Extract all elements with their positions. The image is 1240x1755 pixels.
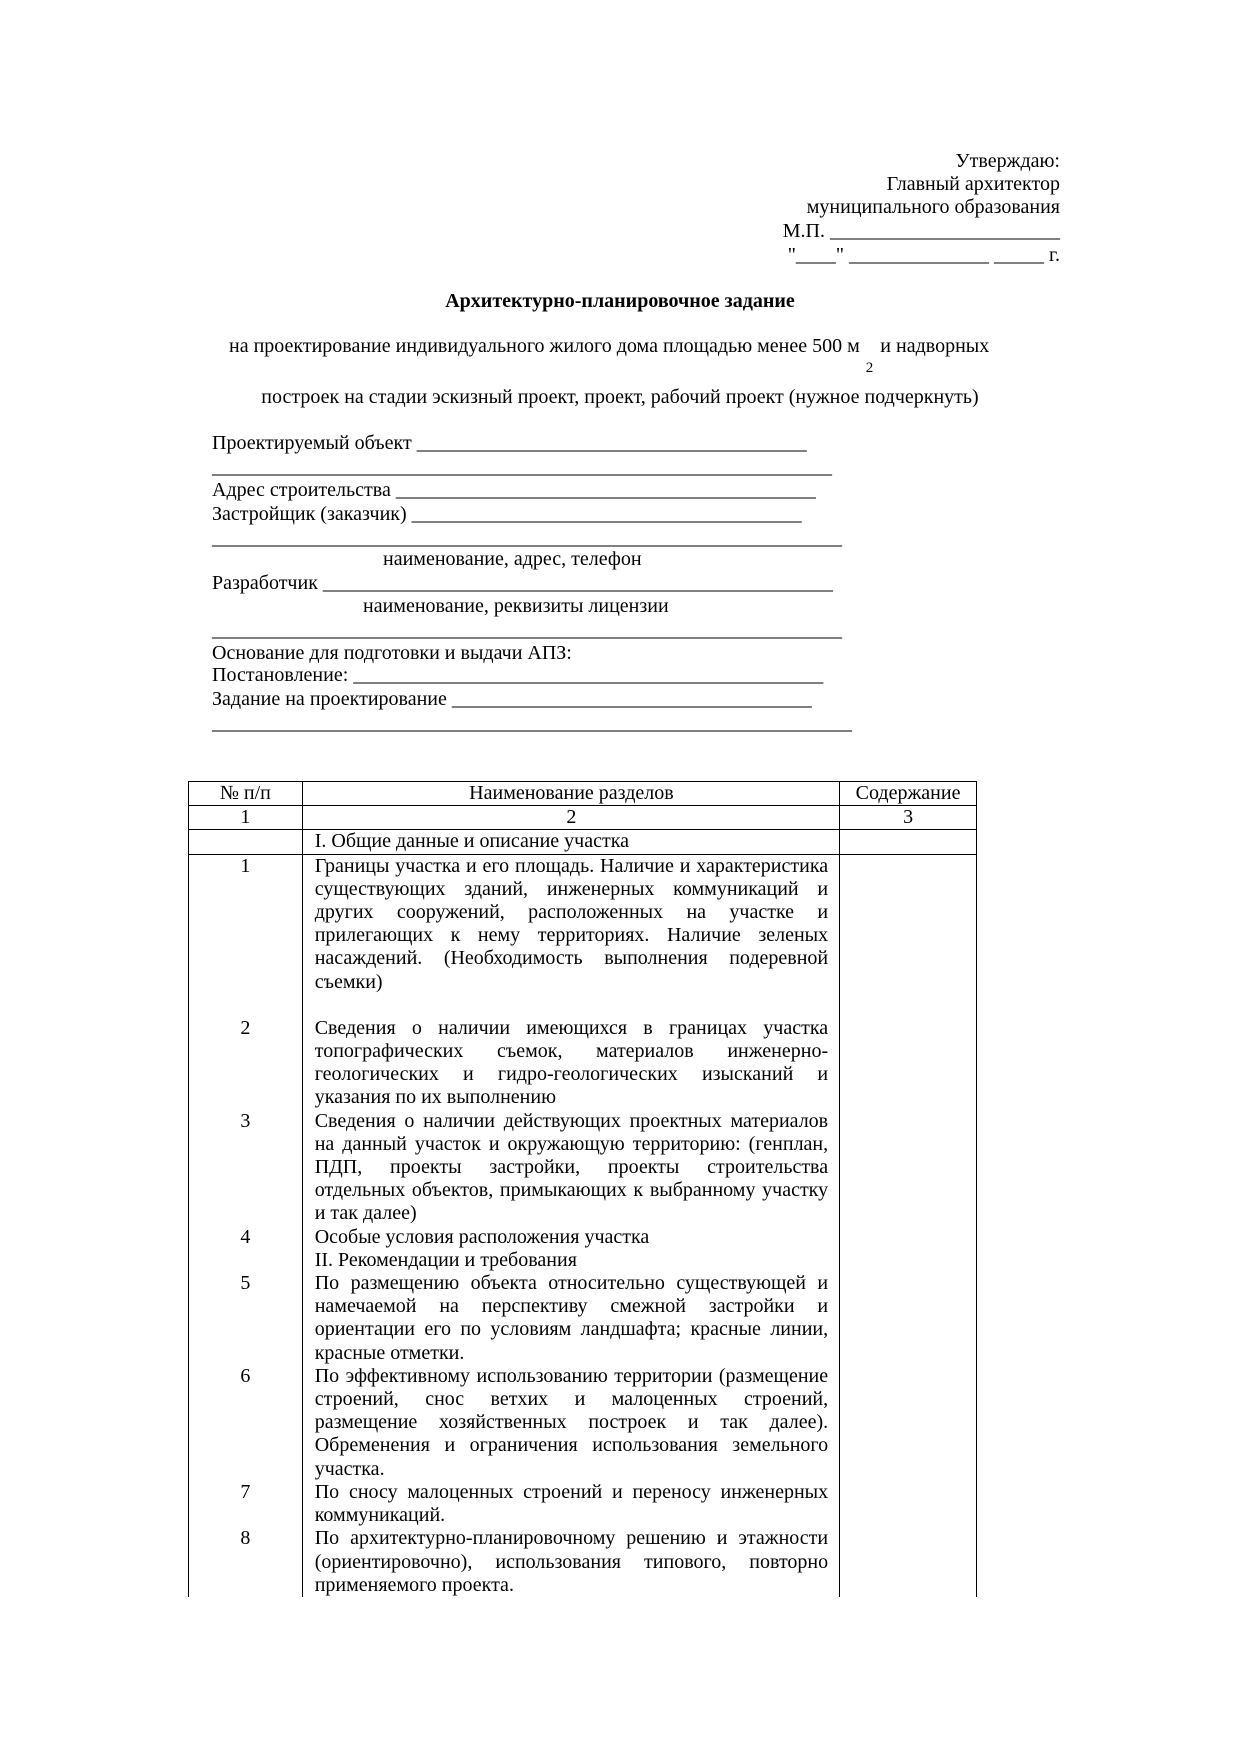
content-cell[interactable] (840, 1017, 977, 1110)
task-field-cont: ________________________________________________________________ (212, 712, 852, 734)
row-text: По размещению объекта относительно существующей и намечаемой на перспективу смежной застройки и ориентации его по условиям ландшафта; красные линии, красные отметки. (302, 1272, 839, 1365)
developer-field: Разработчик ___________________________________________________ (212, 572, 833, 594)
content-cell[interactable] (840, 1527, 977, 1597)
object-field: Проектируемый объект _______________________________________ (212, 432, 807, 454)
table-row (189, 1110, 977, 1226)
header-section-name: Наименование разделов (302, 782, 839, 806)
row-text: Границы участка и его площадь. Наличие и характеристика существующих зданий, инженерных коммуникаций и других сооружений, расположенных на участке и прилегающих к нему территориях. Наличие зеленых насаждений. (Необходимость выполнения подеревной съемки) (302, 854, 839, 1017)
section-row (189, 1249, 977, 1272)
row-number: 3 (189, 1110, 303, 1226)
content-cell (840, 1249, 977, 1272)
subtitle-text-end: и надворных (880, 335, 990, 357)
resolution-field: Постановление: _______________________________________________ (212, 664, 824, 686)
row-text: Сведения о наличии действующих проектных материалов на данный участок и окружающую территорию: (генплан, ПДП, проекты застройки, проекты строительства отдельных объектов, примыкающих к выбранному участку и так далее) (302, 1110, 839, 1226)
sections-table (188, 781, 977, 1597)
column-number-row (189, 806, 977, 830)
empty-cell (189, 830, 303, 854)
row-text: По архитектурно-планировочному решению и этажности (ориентировочно), использования типового, повторно применяемого проекта. (302, 1527, 839, 1597)
row-number: 4 (189, 1226, 303, 1249)
subtitle-line-2: построек на стадии эскизный проект, проект, рабочий проект (нужное подчеркнуть) (261, 386, 979, 408)
developer-field-cont: _______________________________________________________________ (212, 619, 842, 641)
col-number: 2 (302, 806, 839, 830)
table-row (189, 1527, 977, 1597)
date-line: "____" ______________ _____ г. (787, 244, 1060, 266)
subtitle-text: на проектирование индивидуального жилого дома площадью менее 500 м (229, 335, 860, 357)
task-field: Задание на проектирование ____________________________________ (212, 688, 812, 710)
subtitle-superscript: 2 (865, 360, 874, 376)
col-number: 1 (189, 806, 303, 830)
table-row (189, 1017, 977, 1110)
subtitle-line-1 (229, 335, 990, 376)
header-number: № п/п (189, 782, 303, 806)
basis-label: Основание для подготовки и выдачи АПЗ: (212, 642, 572, 664)
row-text: По эффективному использованию территории (размещение строений, снос ветхих и малоценных строений, размещение хозяйственных построек и так далее). Обременения и ограничения использования земельного участка. (302, 1365, 839, 1481)
row-number: 1 (189, 854, 303, 1017)
address-field: Адрес строительства __________________________________________ (212, 479, 816, 501)
table-row (189, 1272, 977, 1365)
row-text: По сносу малоценных строений и переносу инженерных коммуникаций. (302, 1481, 839, 1527)
empty-cell (189, 1249, 303, 1272)
approver-title: Главный архитектор (886, 173, 1060, 195)
customer-field-cont: _______________________________________________________________ (212, 527, 842, 549)
content-cell[interactable] (840, 854, 977, 1017)
approver-org: муниципального образования (806, 196, 1060, 218)
header-content: Содержание (840, 782, 977, 806)
section-title: II. Рекомендации и требования (302, 1249, 839, 1272)
table-header-row (189, 782, 977, 806)
table-row (189, 1481, 977, 1527)
table-row (189, 854, 977, 1017)
table-row (189, 1226, 977, 1249)
customer-hint: наименование, адрес, телефон (383, 548, 642, 570)
content-cell[interactable] (840, 1226, 977, 1249)
content-cell[interactable] (840, 1110, 977, 1226)
table-row (189, 1365, 977, 1481)
row-number: 2 (189, 1017, 303, 1110)
section-row (189, 830, 977, 854)
row-text: Сведения о наличии имеющихся в границах участка топографических съемок, материалов инженерно-геологических и гидро-геологических изысканий и указания по их выполнению (302, 1017, 839, 1110)
content-cell[interactable] (840, 1365, 977, 1481)
customer-field: Застройщик (заказчик) _______________________________________ (212, 503, 802, 525)
seal-signature-line: М.П. _______________________ (782, 220, 1060, 242)
row-text: Особые условия расположения участка (302, 1226, 839, 1249)
document-title: Архитектурно-планировочное задание (445, 290, 795, 312)
col-number: 3 (840, 806, 977, 830)
object-field-cont: ______________________________________________________________ (212, 456, 832, 478)
row-number: 7 (189, 1481, 303, 1527)
row-number: 6 (189, 1365, 303, 1481)
content-cell[interactable] (840, 1481, 977, 1527)
content-cell[interactable] (840, 1272, 977, 1365)
section-title: I. Общие данные и описание участка (302, 830, 839, 854)
row-number: 5 (189, 1272, 303, 1365)
approval-label: Утверждаю: (955, 150, 1060, 172)
row-number: 8 (189, 1527, 303, 1597)
developer-hint: наименование, реквизиты лицензии (363, 595, 669, 617)
empty-cell (840, 830, 977, 854)
